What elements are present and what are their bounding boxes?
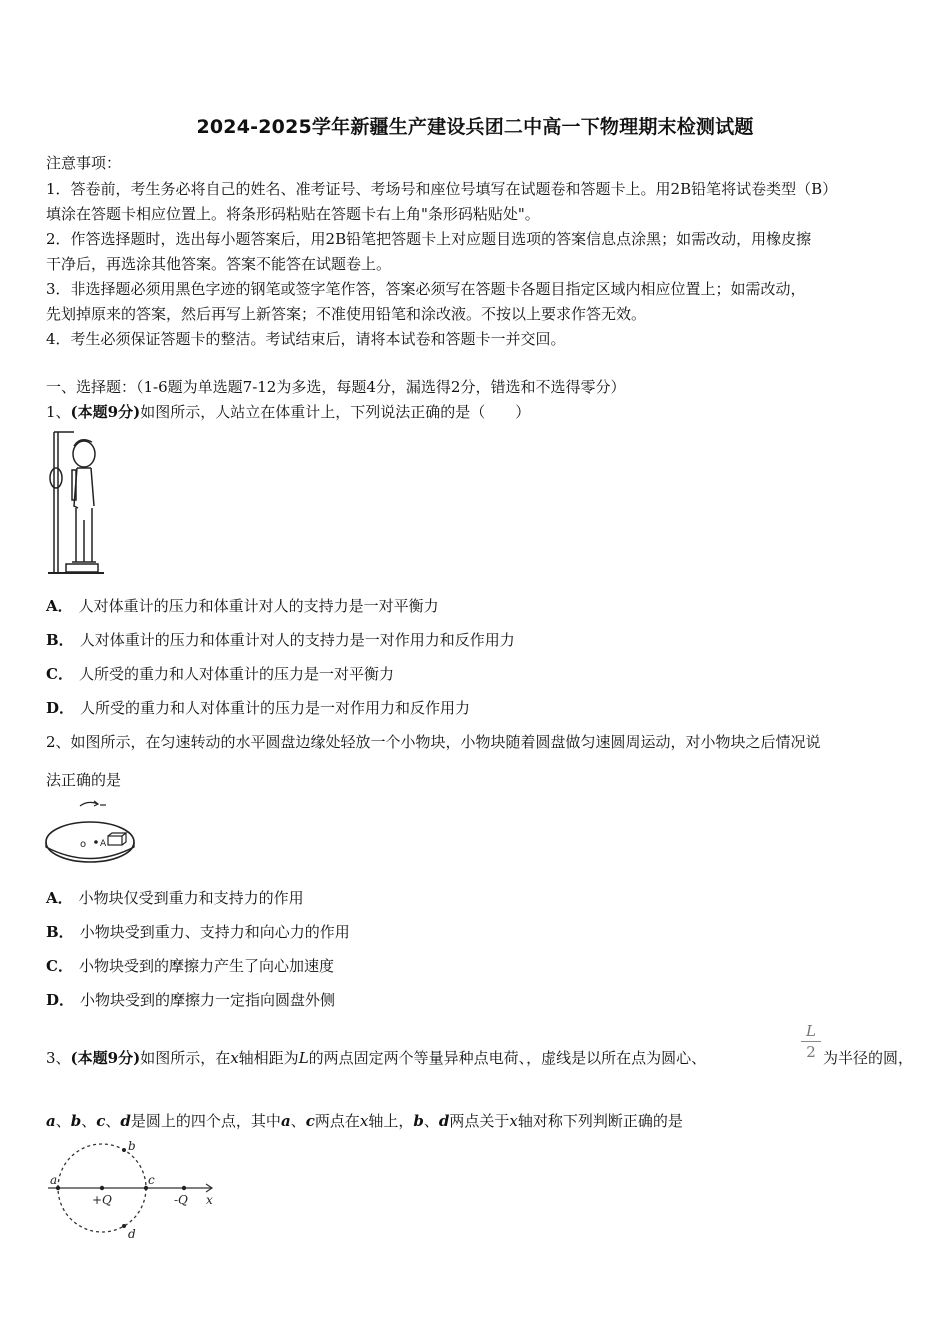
stem-text: 、: [290, 1112, 306, 1130]
option-text: 人对体重计的压力和体重计对人的支持力是一对平衡力: [78, 597, 439, 615]
stem-var: d: [438, 1112, 450, 1130]
question-2-stem-line2: 法正确的是: [46, 771, 122, 789]
question-score: (本题9分): [70, 1049, 141, 1067]
option-b[interactable]: [46, 629, 515, 650]
stem-text: 轴对称下列判断正确的是: [517, 1112, 683, 1130]
option-letter: C．: [46, 957, 73, 975]
label-negative-q: -Q: [174, 1193, 188, 1207]
notice-line: 4．考生必须保证答题卡的整洁。考试结束后，请将本试卷和答题卡一并交回。: [46, 330, 566, 348]
label-c: c: [148, 1173, 155, 1187]
person-on-scale-figure: [44, 428, 106, 578]
stem-var: d: [120, 1112, 131, 1130]
label-x-axis: x: [206, 1193, 213, 1207]
option-letter: B．: [46, 631, 74, 649]
notice-heading: 注意事项：: [46, 154, 122, 172]
stem-text: 、: [81, 1112, 97, 1130]
stem-var: x: [509, 1112, 518, 1130]
question-text: 如图所示，人站立在体重计上，下列说法正确的是（ ）: [140, 403, 531, 421]
point-d-dot: [122, 1224, 126, 1228]
notice-line: 2．作答选择题时，选出每小题答案后，用2B铅笔把答题卡上对应题目选项的答案信息点涂黑；如需改动，用橡皮擦: [46, 230, 812, 248]
option-text: 小物块受到的摩擦力产生了向心加速度: [78, 957, 334, 975]
question-score: (本题9分): [70, 403, 141, 421]
fraction-denominator: 2: [801, 1041, 821, 1061]
stem-text: 如图所示，在: [140, 1049, 231, 1067]
question-3-stem-line1: [46, 1047, 706, 1068]
fraction-l-over-2: [801, 1022, 821, 1061]
fraction-numerator: L: [806, 1022, 816, 1040]
option-letter: D．: [46, 991, 75, 1009]
option-text: 小物块仅受到重力和支持力的作用: [78, 889, 304, 907]
option-b[interactable]: [46, 921, 350, 942]
option-d[interactable]: [46, 989, 335, 1010]
stem-text: 是圆上的四个点，其中: [130, 1112, 281, 1130]
option-text: 小物块受到的摩擦力一定指向圆盘外侧: [80, 991, 336, 1009]
stem-var: x: [359, 1112, 369, 1130]
stem-var: x: [230, 1049, 239, 1067]
stem-var: c: [305, 1112, 315, 1130]
section-heading: 一、选择题：（1-6题为单选题7-12为多选，每题4分，漏选得2分，错选和不选得零分）: [46, 378, 626, 396]
option-letter: A．: [46, 889, 73, 907]
label-a: a: [50, 1173, 58, 1187]
stem-var: a: [280, 1112, 291, 1130]
rotating-disk-figure: [44, 798, 140, 868]
option-text: 人所受的重力和人对体重计的压力是一对平衡力: [78, 665, 394, 683]
option-c[interactable]: [46, 663, 394, 684]
label-positive-q: +Q: [92, 1193, 112, 1207]
stem-var: a: [46, 1112, 56, 1130]
stem-text: 的两点固定两个等量异种点电荷、，虚线是以所在点为圆心、: [308, 1049, 707, 1067]
stem-text: 轴上，: [368, 1112, 414, 1130]
option-letter: C．: [46, 665, 73, 683]
stem-text: 轴相距为: [238, 1049, 299, 1067]
block-label: A: [100, 839, 107, 849]
page-title: 2024-2025学年新疆生产建设兵团二中高一下物理期末检测试题: [196, 116, 754, 138]
stem-var: b: [413, 1112, 424, 1130]
negative-charge-dot: [182, 1186, 186, 1190]
stem-var: L: [298, 1049, 309, 1067]
option-letter: D．: [46, 699, 75, 717]
stem-text: 两点关于: [449, 1112, 510, 1130]
notice-line: 1．答卷前，考生务必将自己的姓名、准考证号、考场号和座位号填写在试题卷和答题卡上。用2B铅笔将试卷类型（B）: [46, 180, 838, 198]
option-letter: B．: [46, 923, 74, 941]
option-text: 小物块受到重力、支持力和向心力的作用: [79, 923, 350, 941]
question-2-stem-line1: 2、如图所示，在匀速转动的水平圆盘边缘处轻放一个小物块，小物块随着圆盘做匀速圆周运动，对小物块之后情况说: [46, 733, 821, 751]
option-d[interactable]: [46, 697, 470, 718]
stem-text: 两点在: [314, 1112, 360, 1130]
point-b-dot: [122, 1148, 126, 1152]
label-b: b: [128, 1139, 136, 1153]
stem-var: b: [70, 1112, 82, 1130]
charges-circle-figure: [44, 1138, 224, 1244]
option-text: 人对体重计的压力和体重计对人的支持力是一对作用力和反作用力: [79, 631, 515, 649]
option-letter: A．: [46, 597, 73, 615]
question-1-stem: [46, 401, 530, 422]
notice-line: 3．非选择题必须用黑色字迹的钢笔或签字笔作答，答案必须写在答题卡各题目指定区域内相应位置上；如需改动，: [46, 280, 806, 298]
notice-line: 干净后，再选涂其他答案。答案不能答在试题卷上。: [46, 255, 392, 273]
option-c[interactable]: [46, 955, 334, 976]
option-a[interactable]: [46, 887, 304, 908]
label-d: d: [128, 1227, 136, 1241]
notice-line: 填涂在答题卡相应位置上。将条形码粘贴在答题卡右上角"条形码粘贴处"。: [46, 205, 540, 223]
option-a[interactable]: [46, 595, 439, 616]
disk-center-label: o: [80, 839, 87, 850]
question-3-stem-end: 为半径的圆，: [823, 1049, 914, 1067]
stem-var: c: [96, 1112, 106, 1130]
stem-text: 、: [55, 1112, 71, 1130]
question-number: 1、: [46, 403, 71, 421]
stem-text: 、: [423, 1112, 439, 1130]
positive-charge-dot: [100, 1186, 104, 1190]
question-number: 3、: [46, 1049, 71, 1067]
notice-line: 先划掉原来的答案，然后再写上新答案；不准使用铅笔和涂改液。不按以上要求作答无效。: [46, 305, 647, 323]
option-text: 人所受的重力和人对体重计的压力是一对作用力和反作用力: [80, 699, 471, 717]
question-3-stem-line2: [46, 1110, 683, 1131]
stem-text: 、: [105, 1112, 121, 1130]
